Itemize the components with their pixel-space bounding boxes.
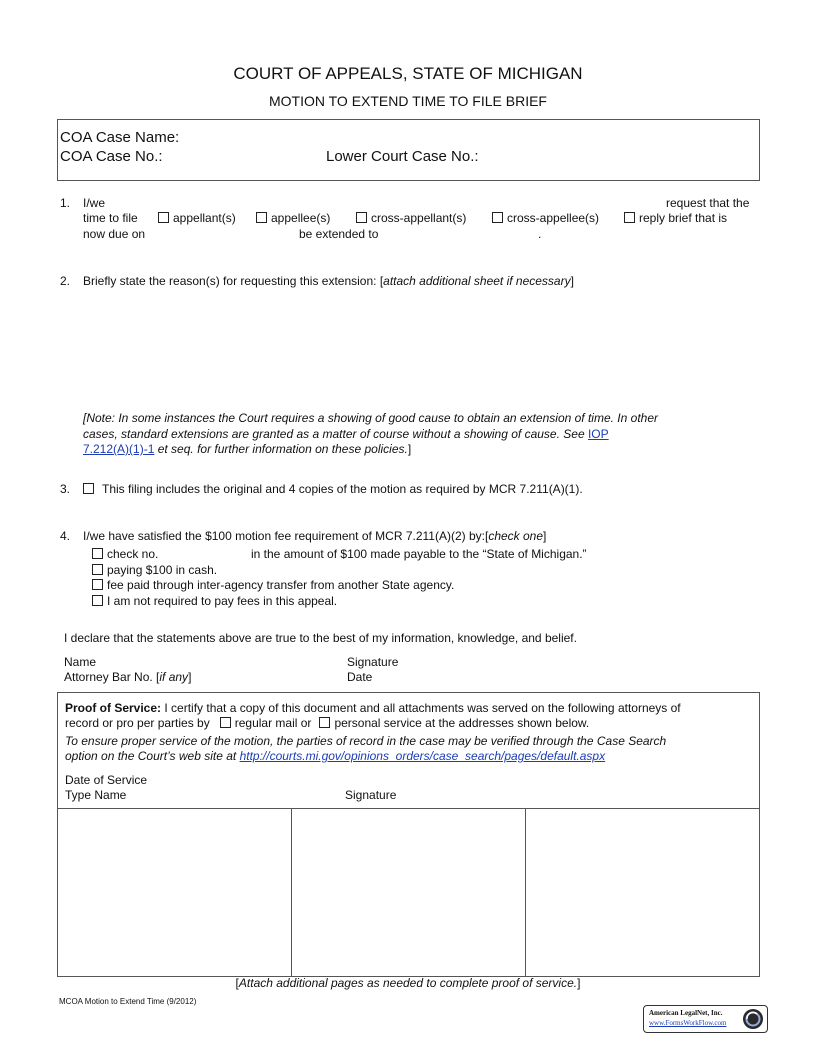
item1-period: . (538, 227, 542, 241)
cash-label: paying $100 in cash. (107, 563, 218, 577)
check-no-label: check no. (107, 547, 159, 561)
proof-line-4: option on the Court’s web site at http://courts.mi.gov/opinions_orders/case_search/pages/default.aspx (65, 749, 606, 763)
item1-now-due-on: now due on (83, 227, 146, 241)
iop-link-cont[interactable]: 7.212(A)(1)-1 (83, 442, 155, 456)
check-amount-label: in the amount of $100 made payable to the “State of Michigan.” (251, 547, 587, 561)
form-id: MCOA Motion to Extend Time (9/2012) (59, 997, 197, 1006)
date-of-service-label: Date of Service (65, 773, 148, 787)
lower-court-case-no-label: Lower Court Case No.: (326, 148, 479, 165)
item2-text: Briefly state the reason(s) for requesting this extension: [attach additional sheet if necessary] (83, 274, 574, 288)
check-no-checkbox[interactable] (92, 548, 103, 559)
declaration-text: I declare that the statements above are true to the best of my information, knowledge, and belief. (64, 631, 577, 645)
fee-option-cash[interactable] (92, 563, 217, 577)
proof-line-1: Proof of Service: I certify that a copy of this document and all attachments was served on the following attorneys of (65, 701, 681, 715)
type-name-label: Type Name (65, 788, 127, 802)
proof-signature-label: Signature (345, 788, 397, 802)
item4-number: 4. (60, 529, 71, 543)
item1-request: request that the (666, 196, 750, 210)
appellant-label: appellant(s) (173, 211, 236, 225)
signature-label: Signature (347, 655, 399, 669)
transfer-label: fee paid through inter-agency transfer from another State agency. (107, 578, 455, 592)
exempt-checkbox[interactable] (92, 595, 103, 606)
logo-url: www.FormsWorkFlow.com (649, 1019, 727, 1027)
regular-mail-checkbox[interactable] (220, 717, 231, 728)
item3-text: This filing includes the original and 4 copies of the motion as required by MCR 7.211(A)(1). (102, 482, 583, 496)
copies-checkbox[interactable] (83, 483, 94, 494)
note-line-3: 7.212(A)(1)-1 et seq. for further information on these policies.] (83, 442, 412, 456)
appellant-checkbox[interactable] (158, 212, 169, 223)
coa-case-no-label: COA Case No.: (60, 148, 163, 165)
fee-option-transfer[interactable] (92, 578, 454, 592)
option-appellee[interactable] (256, 211, 330, 225)
option-reply-brief[interactable] (624, 211, 727, 225)
globe-icon (742, 1008, 764, 1030)
proof-title: Proof of Service: (65, 701, 162, 715)
cross-appellee-label: cross-appellee(s) (507, 211, 600, 225)
fee-option-exempt[interactable] (92, 594, 337, 608)
item1-time-to-file: time to file (83, 211, 138, 225)
fee-option-check[interactable] (92, 547, 158, 561)
cash-checkbox[interactable] (92, 564, 103, 575)
case-search-link[interactable]: http://courts.mi.gov/opinions_orders/case_search/pages/default.aspx (239, 749, 606, 763)
logo-company: American LegalNet, Inc. (649, 1009, 723, 1017)
date-label: Date (347, 670, 373, 684)
personal-service-checkbox[interactable] (319, 717, 330, 728)
americanlegalnet-logo (643, 1005, 768, 1033)
coa-case-name-label: COA Case Name: (60, 129, 180, 146)
option-cross-appellant[interactable] (356, 211, 466, 225)
cross-appellant-label: cross-appellant(s) (371, 211, 467, 225)
note-line-1: [Note: In some instances the Court requires a showing of good cause to obtain an extension of time. In other (83, 411, 659, 425)
item1-number: 1. (60, 196, 71, 210)
item1-iwe: I/we (83, 196, 106, 210)
item3-number: 3. (60, 482, 71, 496)
reply-brief-checkbox[interactable] (624, 212, 635, 223)
address-column-1[interactable] (57, 809, 292, 976)
appellee-checkbox[interactable] (256, 212, 267, 223)
address-column-3[interactable] (526, 809, 760, 976)
court-title: COURT OF APPEALS, STATE OF MICHIGAN (233, 64, 583, 83)
reply-brief-label: reply brief that is (639, 211, 728, 225)
exempt-label: I am not required to pay fees in this appeal. (107, 594, 338, 608)
option-appellant[interactable] (158, 211, 236, 225)
name-label: Name (64, 655, 97, 669)
iop-link[interactable]: IOP (587, 427, 609, 441)
item1-be-extended-to: be extended to (299, 227, 379, 241)
item3-option[interactable] (83, 482, 583, 496)
transfer-checkbox[interactable] (92, 579, 103, 590)
option-cross-appellee[interactable] (492, 211, 599, 225)
form-title: MOTION TO EXTEND TIME TO FILE BRIEF (269, 93, 547, 109)
note-line-2: cases, standard extensions are granted as a matter of course without a showing of cause. See IOP (83, 427, 609, 441)
proof-line-2: record or pro per parties by regular mail or personal service at the addresses shown below. (65, 716, 590, 730)
item2-number: 2. (60, 274, 71, 288)
cross-appellant-checkbox[interactable] (356, 212, 367, 223)
proof-line-3: To ensure proper service of the motion, the parties of record in the case may be verified through the Case Search (65, 734, 667, 748)
attach-pages-note: [Attach additional pages as needed to complete proof of service.] (235, 976, 581, 990)
cross-appellee-checkbox[interactable] (492, 212, 503, 223)
attorney-bar-no-label: Attorney Bar No. [if any] (64, 670, 192, 684)
item4-text: I/we have satisfied the $100 motion fee requirement of MCR 7.211(A)(2) by:[check one] (83, 529, 547, 543)
address-column-2[interactable] (292, 809, 526, 976)
appellee-label: appellee(s) (271, 211, 331, 225)
